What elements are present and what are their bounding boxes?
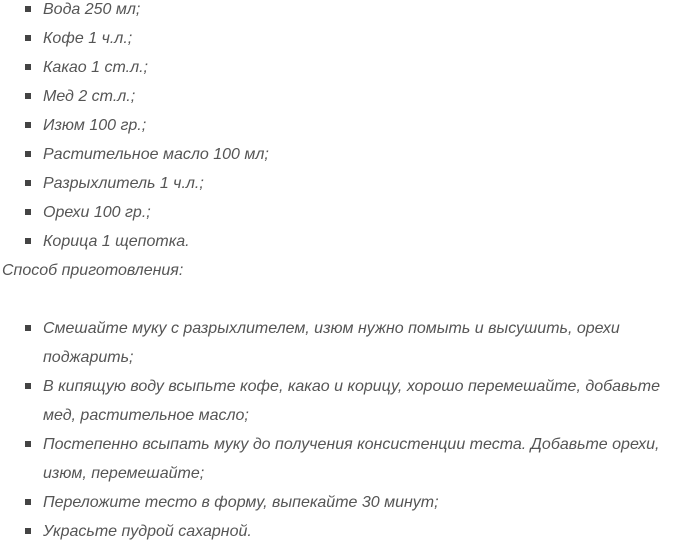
- square-bullet-icon: [25, 325, 31, 331]
- steps-list: [0, 314, 690, 546]
- step-text: Украсьте пудрой сахарной.: [43, 523, 252, 540]
- list-item: [0, 111, 695, 140]
- square-bullet-icon: [25, 151, 31, 157]
- square-bullet-icon: [25, 499, 31, 505]
- square-bullet-icon: [25, 238, 31, 244]
- square-bullet-icon: [25, 93, 31, 99]
- list-item: [0, 517, 690, 546]
- list-item: [0, 430, 690, 488]
- list-item: [0, 53, 695, 82]
- list-item: [0, 82, 695, 111]
- square-bullet-icon: [25, 441, 31, 447]
- square-bullet-icon: [25, 209, 31, 215]
- step-text: Смешайте муку с разрыхлителем, изюм нужно помыть и высушить, орехи поджарить;: [43, 320, 620, 366]
- ingredient-text: Орехи 100 гр.;: [43, 204, 151, 221]
- method-heading: Способ приготовления:: [2, 262, 184, 279]
- ingredient-text: Разрыхлитель 1 ч.л.;: [43, 175, 204, 192]
- list-item: [0, 140, 695, 169]
- ingredient-text: Корица 1 щепотка.: [43, 233, 190, 250]
- list-item: [0, 198, 695, 227]
- step-text: Переложите тесто в форму, выпекайте 30 минут;: [43, 494, 439, 511]
- ingredient-text: Растительное масло 100 мл;: [43, 146, 269, 163]
- list-item: [0, 227, 695, 256]
- step-text: В кипящую воду всыпьте кофе, какао и корицу, хорошо перемешайте, добавьте мед, растительное масло;: [43, 378, 660, 424]
- list-item: [0, 0, 695, 24]
- ingredient-text: Мед 2 ст.л.;: [43, 88, 136, 105]
- ingredients-list: [0, 0, 695, 256]
- step-text: Постепенно всыпать муку до получения консистенции теста. Добавьте орехи, изюм, перемешайте;: [43, 436, 660, 482]
- list-item: [0, 488, 690, 517]
- square-bullet-icon: [25, 64, 31, 70]
- square-bullet-icon: [25, 528, 31, 534]
- ingredient-text: Какао 1 ст.л.;: [43, 59, 148, 76]
- square-bullet-icon: [25, 180, 31, 186]
- square-bullet-icon: [25, 122, 31, 128]
- list-item: [0, 169, 695, 198]
- list-item: [0, 372, 690, 430]
- ingredient-text: Изюм 100 гр.;: [43, 117, 147, 134]
- square-bullet-icon: [25, 383, 31, 389]
- square-bullet-icon: [25, 6, 31, 12]
- ingredient-text: Вода 250 мл;: [43, 1, 141, 18]
- list-item: [0, 24, 695, 53]
- square-bullet-icon: [25, 35, 31, 41]
- list-item: [0, 314, 690, 372]
- ingredient-text: Кофе 1 ч.л.;: [43, 30, 133, 47]
